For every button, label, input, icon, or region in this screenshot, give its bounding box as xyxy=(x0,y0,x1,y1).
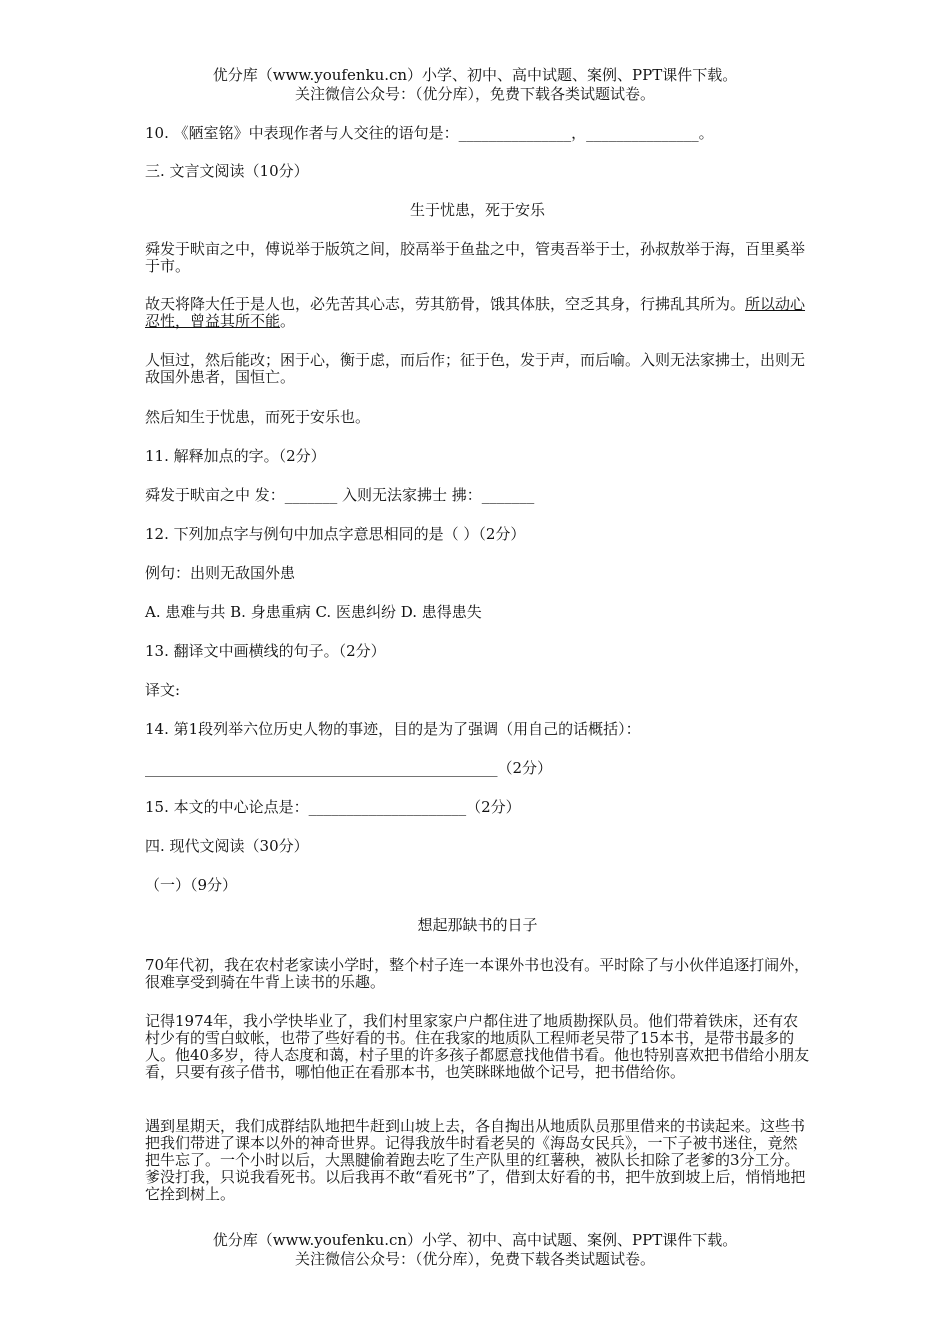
question-15: 15. 本文的中心论点是：_____________________（2分） xyxy=(145,798,521,816)
classical-text-title: 生于忧患，死于安乐 xyxy=(409,201,545,219)
question-10: 10. 《陋室铭》中表现作者与人交往的语句是：_______________，_______________。 xyxy=(145,124,714,142)
header-line-2: 关注微信公众号：（优分库），免费下载各类试题试卷。 xyxy=(294,85,655,103)
modern-para-2: 记得1974年，我小学快毕业了，我们村里家家户户都住进了地质勘探队员。他们带着铁床，还有农村少有的雪白蚊帐，也带了些好看的书。住在我家的地质队工程师老吴带了15本书，是带书最多的人。他40多岁，待人态度和蔼，村子里的许多孩子都愿意找他借书看。他也特别喜欢把书借给小朋友看，只要有孩子借书，哪怕他正在看那本书，也笑眯眯地做个记号，把书借给你。 xyxy=(145,1012,810,1081)
question-14-blank: _______________________________________________（2分） xyxy=(145,759,553,777)
section-3-title: 三. 文言文阅读（10分） xyxy=(145,162,309,180)
footer-line-1: 优分库（www.youfenku.cn）小学、初中、高中试题、案例、PPT课件下载。 xyxy=(212,1231,738,1249)
subsection-1-title: （一）（9分） xyxy=(145,876,238,894)
classical-para-2: 故天将降大任于是人也，必先苦其心志，劳其筋骨，饿其体肤，空乏其身，行拂乱其所为。所以动心忍性，曾益其所不能。 xyxy=(145,295,806,330)
question-14: 14. 第1段列举六位历史人物的事迹，目的是为了强调（用自己的话概括）： xyxy=(145,720,641,738)
question-13: 13. 翻译文中画横线的句子。（2分） xyxy=(145,642,386,660)
header-line-1: 优分库（www.youfenku.cn）小学、初中、高中试题、案例、PPT课件下载。 xyxy=(212,66,738,84)
question-12-options: A. 患难与共 B. 身患重病 C. 医患纠纷 D. 患得患失 xyxy=(145,603,482,621)
classical-para-3: 人恒过，然后能改；困于心，衡于虑，而后作；征于色，发于声，而后喻。入则无法家拂士，出则无敌国外患者，国恒亡。 xyxy=(145,351,806,386)
question-12-example: 例句：出则无敌国外患 xyxy=(145,564,296,582)
question-11: 11. 解释加点的字。（2分） xyxy=(145,447,326,465)
classical-para-2-text: 故天将降大任于是人也，必先苦其心志，劳其筋骨，饿其体肤，空乏其身，行拂乱其所为。 xyxy=(145,295,746,313)
question-11-items: 舜发于畎亩之中 发：_______ 入则无法家拂士 拂：_______ xyxy=(145,486,535,504)
modern-text-title: 想起那缺书的日子 xyxy=(417,916,538,934)
classical-para-4: 然后知生于忧患，而死于安乐也。 xyxy=(145,408,371,426)
modern-para-3: 遇到星期天，我们成群结队地把牛赶到山坡上去，各自掏出从地质队员那里借来的书读起来。这些书把我们带进了课本以外的神奇世界。记得我放牛时看老吴的《海岛女民兵》，一下子被书迷住，竟然把牛忘了。一个小时以后，大黑腱偷着跑去吃了生产队里的红薯秧，被队长扣除了老爹的3分工分。爹没打我，只说我看死书。以后我再不敢“看死书”了，借到太好看的书，把牛放到坡上后，悄悄地把它拴到树上。 xyxy=(145,1117,806,1203)
section-4-title: 四. 现代文阅读（30分） xyxy=(145,837,309,855)
question-12: 12. 下列加点字与例句中加点字意思相同的是（ ）（2分） xyxy=(145,525,526,543)
modern-para-1: 70年代初，我在农村老家读小学时，整个村子连一本课外书也没有。平时除了与小伙伴追逐打闹外，很难享受到骑在牛背上读书的乐趣。 xyxy=(145,956,810,991)
question-13-answer: 译文: xyxy=(145,681,181,699)
underlined-sentence: 所以动心忍性，曾益其所不能 xyxy=(145,295,806,330)
footer-line-2: 关注微信公众号：（优分库），免费下载各类试题试卷。 xyxy=(294,1250,655,1268)
classical-para-1: 舜发于畎亩之中，傅说举于版筑之间，胶鬲举于鱼盐之中，管夷吾举于士，孙叔敖举于海，百里奚举于市。 xyxy=(145,240,806,275)
